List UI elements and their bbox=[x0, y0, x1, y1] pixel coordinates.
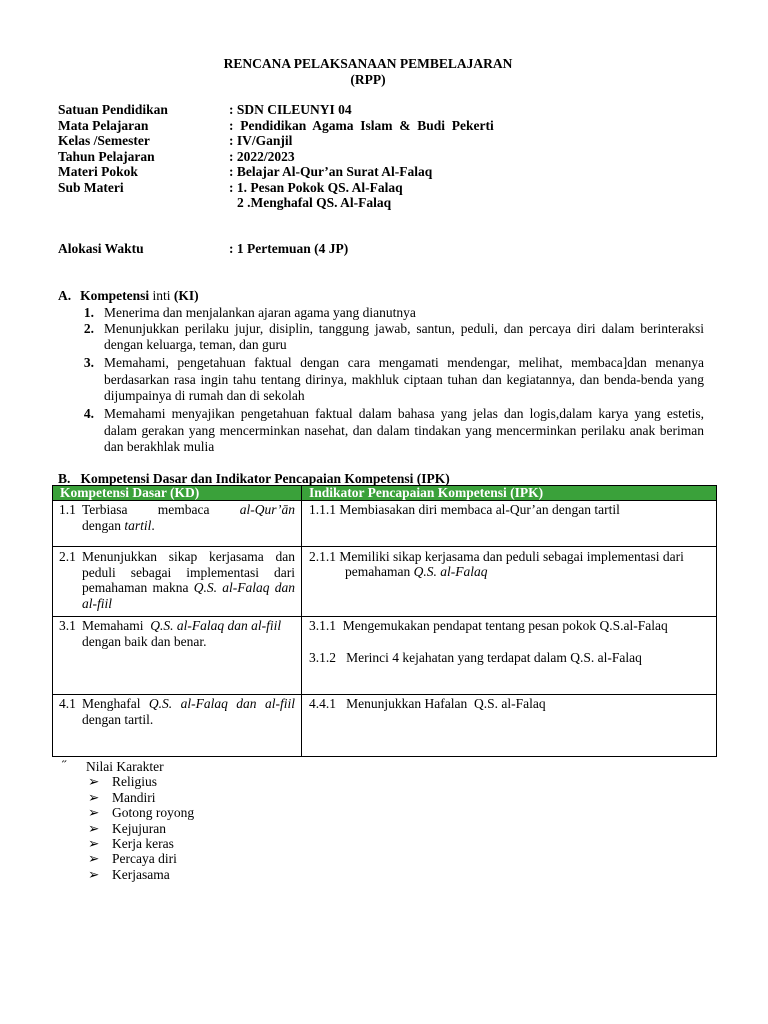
ipk-item: 3.1.2 Merinci 4 kejahatan yang terdapat dalam Q.S. al-Falaq bbox=[309, 650, 642, 665]
allocation-label: Alokasi Waktu bbox=[58, 241, 144, 256]
section-b-heading: B. Kompetensi Dasar dan Indikator Pencapaian Kompetensi (IPK) bbox=[58, 471, 450, 486]
kd-text-part: membaca bbox=[157, 502, 210, 517]
kd-text-part: dengan tartil. bbox=[82, 711, 154, 727]
identity-label: Kelas /Semester bbox=[58, 133, 150, 148]
kd-text-part: tartil bbox=[124, 517, 152, 533]
character-value: Gotong royong bbox=[112, 805, 195, 820]
identity-label: Satuan Pendidikan bbox=[58, 102, 168, 117]
kd-text-part: Menghafal bbox=[82, 696, 149, 711]
ipk-item: 2.1.1 Memiliki sikap kerjasama dan peduli sebagai implementasi dari bbox=[309, 549, 684, 564]
arrow-bullet-icon: ➢ bbox=[88, 867, 100, 882]
arrow-bullet-icon: ➢ bbox=[88, 821, 100, 836]
arrow-bullet-icon: ➢ bbox=[88, 805, 100, 820]
kd-text-part: Memahami bbox=[82, 618, 151, 633]
table-row bbox=[53, 501, 717, 547]
kd-text bbox=[82, 502, 295, 533]
identity-value: : 2022/2023 bbox=[229, 149, 295, 164]
kd-ipk-table bbox=[52, 485, 717, 757]
kd-cell bbox=[53, 547, 302, 617]
ki-item: Memahami, pengetahuan faktual dengan cara mengamati mendengar, melihat, membaca]dan menanya berdasarkan rasa ingin tahu tentang dirinya, makhluk ciptaan tuhan dan kegiatannya, dan benda-benda yang dijumpainya di rumah dan di sekolah bbox=[104, 355, 704, 403]
section-letter: A. bbox=[58, 288, 72, 303]
list-item bbox=[88, 867, 170, 883]
list-item bbox=[88, 790, 156, 806]
character-value: Percaya diri bbox=[112, 851, 177, 866]
kd-text-part: Menunjukkan sikap kerjasama dan peduli sebagai implementasi dari pemahaman makna bbox=[82, 549, 295, 595]
ipk-item: 3.1.1 Mengemukakan pendapat tentang pesan pokok Q.S.al-Falaq bbox=[309, 618, 668, 633]
identity-label: Tahun Pelajaran bbox=[58, 149, 155, 164]
list-item bbox=[88, 851, 177, 867]
character-value: Religius bbox=[112, 774, 158, 789]
kd-number: 4.1 bbox=[59, 696, 76, 711]
kd-text bbox=[82, 696, 295, 727]
kd-cell bbox=[53, 617, 302, 695]
kd-text-part: Q.S. al-Falaq dan al-fiil bbox=[150, 618, 282, 633]
kd-text-part: . bbox=[151, 517, 155, 533]
ipk-text-part: Q.S. al-Falaq bbox=[413, 564, 488, 579]
character-value: Kerjasama bbox=[112, 867, 170, 882]
character-value: Kerja keras bbox=[112, 836, 174, 851]
ipk-item: 4.4.1 Menunjukkan Hafalan Q.S. al-Falaq bbox=[309, 696, 546, 711]
allocation-value: : 1 Pertemuan (4 JP) bbox=[229, 241, 349, 256]
character-value: Mandiri bbox=[112, 790, 156, 805]
table-row bbox=[53, 617, 717, 695]
kd-number: 3.1 bbox=[59, 618, 76, 633]
ipk-cell bbox=[302, 547, 717, 617]
ipk-cell bbox=[302, 695, 717, 757]
kd-cell bbox=[53, 501, 302, 547]
section-heading-plain: inti bbox=[149, 288, 174, 303]
kd-text-part: Q.S. al-Falaq dan al-fiil bbox=[148, 696, 295, 711]
ipk-cell bbox=[302, 617, 717, 695]
kd-text bbox=[82, 549, 295, 611]
arrow-bullet-icon: ➢ bbox=[88, 774, 100, 789]
kd-number: 1.1 bbox=[59, 502, 76, 517]
column-header-kd: Kompetensi Dasar (KD) bbox=[53, 486, 302, 501]
identity-value: : 1. Pesan Pokok QS. Al-Falaq bbox=[229, 180, 403, 195]
table-header-row bbox=[53, 486, 717, 501]
kd-text-part: dengan baik dan benar. bbox=[82, 618, 288, 649]
character-value: Kejujuran bbox=[112, 821, 166, 836]
identity-value: 2 .Menghafal QS. Al-Falaq bbox=[237, 195, 392, 210]
section-heading-bold: Kompetensi bbox=[80, 288, 150, 303]
kd-text-part: Terbiasa bbox=[82, 502, 128, 517]
arrow-bullet-icon: ➢ bbox=[88, 790, 100, 805]
ipk-item: 1.1.1 Membiasakan diri membaca al-Qur’an dengan tartil bbox=[309, 502, 620, 517]
column-header-ipk: Indikator Pencapaian Kompetensi (IPK) bbox=[302, 486, 717, 501]
kd-text bbox=[82, 618, 295, 649]
document-subtitle: (RPP) bbox=[350, 72, 386, 87]
identity-value: : IV/Ganjil bbox=[229, 133, 293, 148]
ki-item: Memahami menyajikan pengetahuan faktual dalam bahasa yang jelas dan logis,dalam karya yang estetis, dalam gerakan yang mencerminkan nasehat, dan dalam tindakan yang mencerminkan perilaku anak beriman dan berakhlak mulia bbox=[104, 406, 704, 454]
ki-item: Menerima dan menjalankan ajaran agama yang dianutnya bbox=[104, 305, 416, 320]
ki-number: 3. bbox=[83, 355, 94, 370]
ipk-cell bbox=[302, 501, 717, 547]
kd-text-part: Q.S. al-Falaq dan al-fiil bbox=[82, 580, 295, 611]
table-row bbox=[53, 547, 717, 617]
arrow-bullet-icon: ➢ bbox=[88, 836, 100, 851]
section-a-heading bbox=[58, 288, 199, 304]
character-values-bullet: ˝ bbox=[62, 758, 67, 773]
document-title: RENCANA PELAKSANAAN PEMBELAJARAN bbox=[223, 56, 513, 71]
identity-label: Mata Pelajaran bbox=[58, 118, 149, 133]
table-row bbox=[53, 695, 717, 757]
ki-number: 2. bbox=[83, 321, 94, 336]
ki-item: Menunjukkan perilaku jujur, disiplin, tanggung jawab, santun, peduli, dan percaya diri dalam berinteraksi dengan keluarga, teman, dan guru bbox=[104, 321, 704, 352]
arrow-bullet-icon: ➢ bbox=[88, 851, 100, 866]
ipk-text-part: pemahaman bbox=[345, 564, 414, 579]
list-item bbox=[88, 821, 166, 837]
list-item bbox=[88, 805, 194, 821]
list-item bbox=[88, 774, 157, 790]
kd-text-part: dengan bbox=[82, 517, 125, 533]
ki-number: 4. bbox=[83, 406, 94, 421]
identity-label: Sub Materi bbox=[58, 180, 124, 195]
character-values-heading: Nilai Karakter bbox=[86, 759, 164, 774]
identity-label: Materi Pokok bbox=[58, 164, 138, 179]
identity-value: : SDN CILEUNYI 04 bbox=[229, 102, 352, 117]
ki-number: 1. bbox=[83, 305, 94, 320]
kd-number: 2.1 bbox=[59, 549, 76, 564]
identity-value: : Belajar Al-Qur’an Surat Al-Falaq bbox=[229, 164, 433, 179]
kd-cell bbox=[53, 695, 302, 757]
kd-text-part: al-Qur’ān bbox=[239, 502, 295, 517]
ipk-item-continued bbox=[345, 564, 710, 580]
identity-value: : Pendidikan Agama Islam & Budi Pekerti bbox=[229, 118, 494, 133]
list-item bbox=[88, 836, 174, 852]
section-heading-abbr: (KI) bbox=[173, 288, 199, 303]
